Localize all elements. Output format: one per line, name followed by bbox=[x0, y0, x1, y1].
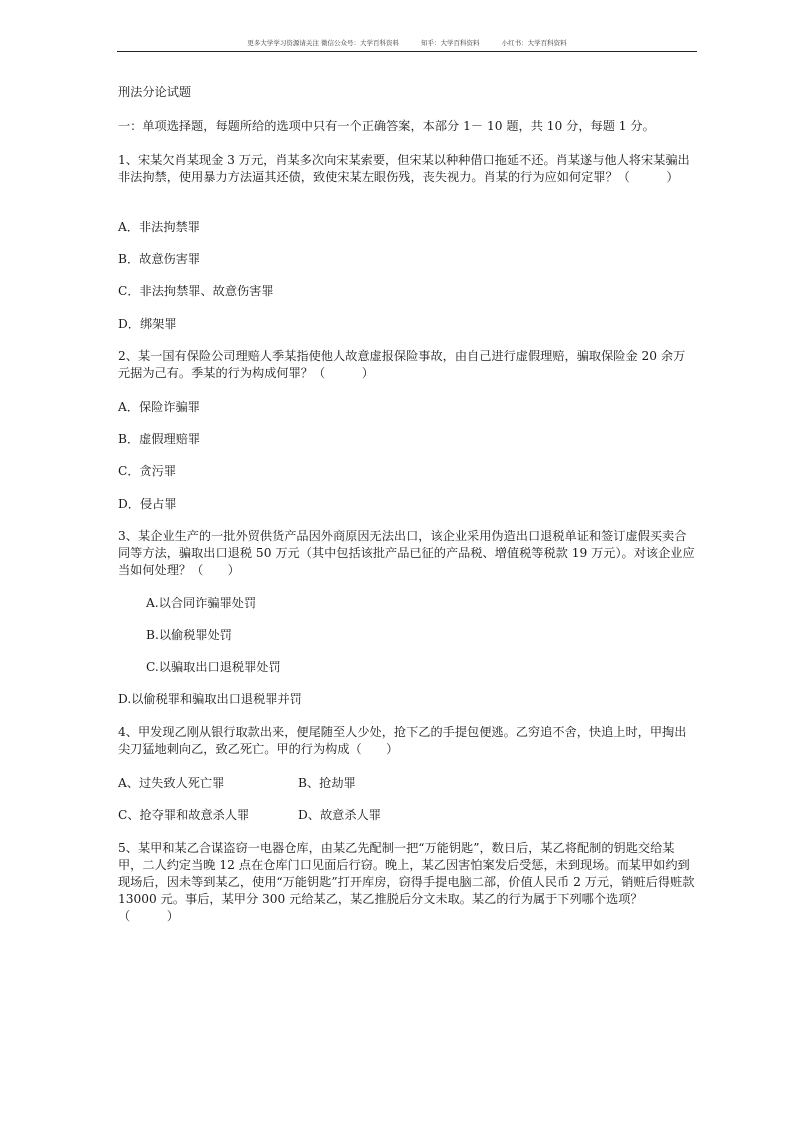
question-2-stem: 2、某一国有保险公司理赔人季某指使他人故意虚报保险事故，由自己进行虚假理赔，骗取保险金 20 余万元据为己有。季某的行为构成何罪？（ ） bbox=[118, 349, 686, 380]
question-3-option-c: C.以骗取出口退税罪处罚 bbox=[146, 660, 281, 674]
question-1-option-c: C．非法拘禁罪、故意伤害罪 bbox=[118, 284, 274, 298]
question-1-option-d: D．绑架罪 bbox=[118, 317, 177, 331]
question-1-option-b: B．故意伤害罪 bbox=[118, 252, 201, 266]
question-4-stem: 4、甲发现乙刚从银行取款出来，便尾随至人少处，抢下乙的手提包便逃。乙穷追不舍，快追上时，甲掏出尖刀猛地刺向乙，致乙死亡。甲的行为构成（ ） bbox=[118, 725, 687, 756]
question-3-option-b: B.以偷税罪处罚 bbox=[146, 628, 232, 642]
document-title: 刑法分论试题 bbox=[118, 85, 192, 99]
page-header bbox=[117, 38, 697, 51]
question-1-stem: 1、宋某欠肖某现金 3 万元，肖某多次向宋某索要，但宋某以种种借口拖延不还。肖某遂与他人将宋某骗出非法拘禁，使用暴力方法逼其还债，致使宋某左眼伤残，丧失视力。肖某的行为应如何定罪？（ ） bbox=[118, 153, 690, 184]
header-wechat: 更多大学学习资源请关注 微信公众号：大学百科资料 bbox=[247, 39, 399, 47]
header-zhihu: 知乎：大学百科资料 bbox=[421, 39, 480, 47]
question-3-option-d: D.以偷税罪和骗取出口退税罪并罚 bbox=[118, 692, 302, 706]
question-2-option-a: A．保险诈骗罪 bbox=[118, 400, 200, 414]
question-2-option-b: B．虚假理赔罪 bbox=[118, 432, 201, 446]
header-divider bbox=[117, 51, 697, 52]
question-4-option-d: D、故意杀人罪 bbox=[298, 808, 381, 822]
question-5-stem: 5、某甲和某乙合谋盗窃一电器仓库，由某乙先配制一把“万能钥匙”，数日后，某乙将配制的钥匙交给某甲，二人约定当晚 12 点在仓库门口见面后行窃。晚上，某乙因害怕案发后受惩，未到现场。而某甲如约到现场后，因未等到某乙，使用“万能钥匙”打开库房，窃得手提电脑二部，价值人民币 2 万元，销赃后得赃款 13000 元。事后，某甲分 300 元给某乙，某乙推脱后分文未取。某乙的行为属于下列哪个选项？（ ） bbox=[118, 841, 695, 923]
section-intro: 一：单项选择题，每题所给的选项中只有一个正确答案，本部分 1－ 10 题，共 10 分，每题 1 分。 bbox=[118, 119, 655, 133]
header-xiaohongshu: 小红书：大学百科资料 bbox=[501, 39, 567, 47]
question-2-option-c: C．贪污罪 bbox=[118, 464, 177, 478]
question-4-option-a: A、过失致人死亡罪 bbox=[118, 776, 225, 790]
question-3-option-a: A.以合同诈骗罪处罚 bbox=[146, 596, 257, 610]
question-4-option-b: B、抢劫罪 bbox=[298, 776, 356, 790]
question-2-option-d: D．侵占罪 bbox=[118, 497, 177, 511]
question-3-stem: 3、某企业生产的一批外贸供货产品因外商原因无法出口，该企业采用伪造出口退税单证和签订虚假买卖合同等方法，骗取出口退税 50 万元（其中包括该批产品已征的产品税、增值税等税款 19 万元）。对该企业应当如何处理？（ ） bbox=[118, 529, 695, 577]
question-4-option-c: C、抢夺罪和故意杀人罪 bbox=[118, 808, 250, 822]
question-1-option-a: A．非法拘禁罪 bbox=[118, 220, 200, 234]
